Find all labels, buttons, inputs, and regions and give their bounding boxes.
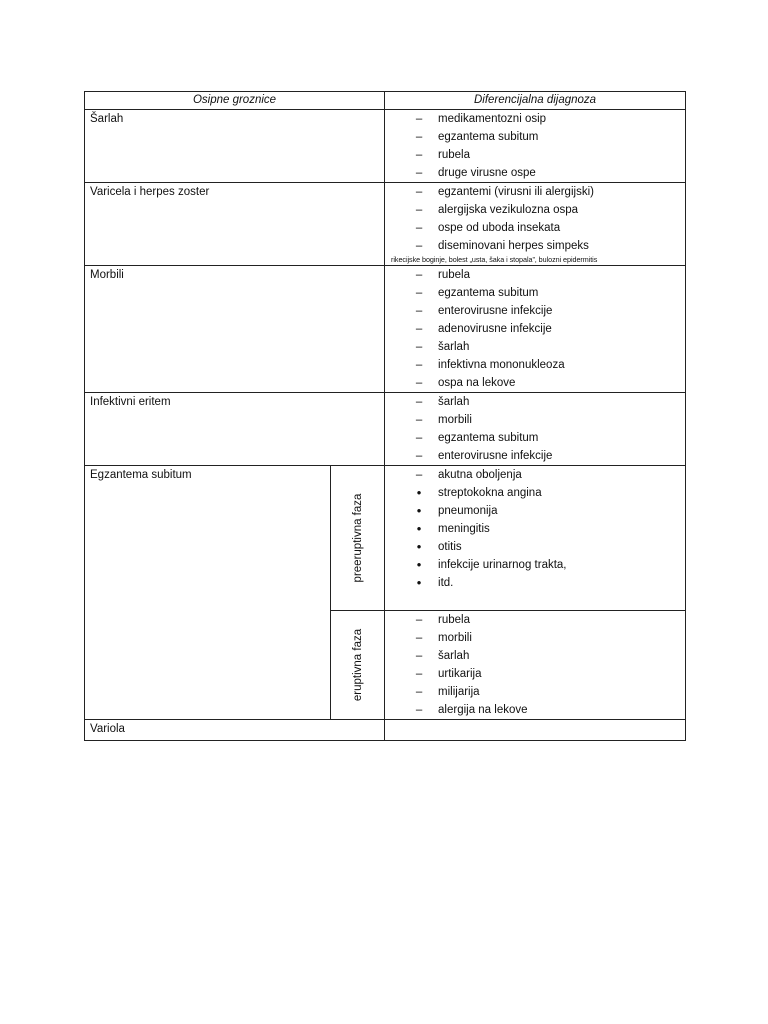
phase-cell-eruptive [331, 611, 385, 720]
dash-marker: – [415, 323, 423, 335]
item-text: egzantema subitum [438, 287, 539, 299]
list-item [385, 665, 685, 683]
dash-marker: – [415, 632, 423, 644]
list-item [385, 393, 685, 411]
table-row [85, 393, 686, 466]
item-text: rubela [438, 149, 470, 161]
header-osipne-groznice: Osipne groznice [85, 92, 385, 110]
list-item [385, 219, 685, 237]
dash-marker: – [415, 432, 423, 444]
list-item [385, 574, 685, 592]
item-text: milijarija [438, 686, 480, 698]
table-header-row [85, 92, 686, 110]
item-text: adenovirusne infekcije [438, 323, 552, 335]
list-item [385, 429, 685, 447]
phase-label: eruptivna faza [351, 628, 364, 702]
dash-marker: – [415, 377, 423, 389]
diagnosis-list-empty [385, 720, 686, 741]
table-row [85, 466, 686, 611]
item-text: urtikarija [438, 668, 482, 680]
bullet-marker: • [416, 485, 422, 500]
list-item [385, 266, 685, 284]
dash-marker: – [415, 341, 423, 353]
item-text: streptokokna angina [438, 487, 542, 499]
list-item [385, 556, 685, 574]
table-row [85, 110, 686, 183]
dash-marker: – [415, 269, 423, 281]
item-text: rubela [438, 614, 470, 626]
dash-marker: – [415, 131, 423, 143]
dash-marker: – [415, 287, 423, 299]
list-item [385, 128, 685, 146]
item-text: enterovirusne infekcije [438, 305, 553, 317]
list-item [385, 164, 685, 182]
list-item [385, 110, 685, 128]
disease-cell: Variola [85, 720, 385, 741]
differential-diagnosis-table [84, 91, 686, 741]
dash-marker: – [415, 240, 423, 252]
item-text: infekcije urinarnog trakta, [438, 559, 567, 571]
list-item [385, 201, 685, 219]
list-item [385, 466, 685, 484]
item-text: morbili [438, 632, 472, 644]
item-text: egzantemi (virusni ili alergijski) [438, 186, 594, 198]
diagnosis-list [385, 611, 686, 720]
list-item [385, 374, 685, 392]
item-text: enterovirusne infekcije [438, 450, 553, 462]
list-item [385, 538, 685, 556]
disease-cell: Varicela i herpes zoster [85, 183, 385, 266]
list-item [385, 320, 685, 338]
list-item [385, 237, 685, 255]
list-item [385, 146, 685, 164]
diagnosis-list [385, 393, 686, 466]
list-item [385, 629, 685, 647]
list-item [385, 411, 685, 429]
bullet-marker: • [416, 521, 422, 536]
table-row [85, 266, 686, 393]
list-item [385, 356, 685, 374]
item-text: itd. [438, 577, 454, 589]
dash-marker: – [415, 414, 423, 426]
item-text: medikamentozni osip [438, 113, 547, 125]
list-item [385, 701, 685, 719]
list-item [385, 683, 685, 701]
item-text: ospe od uboda insekata [438, 222, 561, 234]
dash-marker: – [415, 186, 423, 198]
item-text: otitis [438, 541, 462, 553]
dash-marker: – [415, 113, 423, 125]
dash-marker: – [415, 614, 423, 626]
list-item [385, 447, 685, 465]
table-row [85, 183, 686, 266]
list-item [385, 302, 685, 320]
dash-marker: – [415, 305, 423, 317]
list-item [385, 611, 685, 629]
diagnosis-list [385, 183, 686, 266]
dash-marker: – [415, 396, 423, 408]
diagnosis-list [385, 466, 686, 611]
item-text: meningitis [438, 523, 490, 535]
list-item [385, 338, 685, 356]
item-text: ospa na lekove [438, 377, 516, 389]
list-item [385, 183, 685, 201]
list-item [385, 484, 685, 502]
diagnosis-list [385, 110, 686, 183]
dash-marker: – [415, 668, 423, 680]
item-text: diseminovani herpes simpeks [438, 240, 589, 252]
bullet-marker: • [416, 575, 422, 590]
item-text: egzantema subitum [438, 432, 539, 444]
dash-marker: – [415, 686, 423, 698]
list-item [385, 284, 685, 302]
list-item [385, 647, 685, 665]
dash-marker: – [415, 222, 423, 234]
item-text: infektivna mononukleoza [438, 359, 565, 371]
phase-cell-preeruptive [331, 466, 385, 611]
item-text: egzantema subitum [438, 131, 539, 143]
disease-cell: Egzantema subitum [85, 466, 331, 720]
disease-cell: Šarlah [85, 110, 385, 183]
item-text: šarlah [438, 650, 470, 662]
item-text: alergijska vezikulozna ospa [438, 204, 579, 216]
item-text: akutna oboljenja [438, 469, 522, 481]
bullet-marker: • [416, 557, 422, 572]
dash-marker: – [415, 167, 423, 179]
list-item [385, 520, 685, 538]
disease-cell: Morbili [85, 266, 385, 393]
bullet-marker: • [416, 539, 422, 554]
dash-marker: – [415, 204, 423, 216]
item-text: pneumonija [438, 505, 498, 517]
item-text: alergija na lekove [438, 704, 528, 716]
item-text: druge virusne ospe [438, 167, 536, 179]
dash-marker: – [415, 469, 423, 481]
dash-marker: – [415, 359, 423, 371]
table-row [85, 720, 686, 741]
bullet-marker: • [416, 503, 422, 518]
item-text: šarlah [438, 341, 470, 353]
header-diferencijalna-dijagnoza: Diferencijalna dijagnoza [385, 92, 686, 110]
dash-marker: – [415, 450, 423, 462]
dash-marker: – [415, 704, 423, 716]
item-text: morbili [438, 414, 472, 426]
dash-marker: – [415, 650, 423, 662]
small-note: rikecijske boginje, bolest „usta, šaka i stopala”, bulozni epidermitis [391, 255, 598, 264]
phase-label: preeruptivna faza [351, 493, 364, 583]
diagnosis-list [385, 266, 686, 393]
item-text: rubela [438, 269, 470, 281]
dash-marker: – [415, 149, 423, 161]
disease-cell: Infektivni eritem [85, 393, 385, 466]
item-text: šarlah [438, 396, 470, 408]
list-item [385, 502, 685, 520]
